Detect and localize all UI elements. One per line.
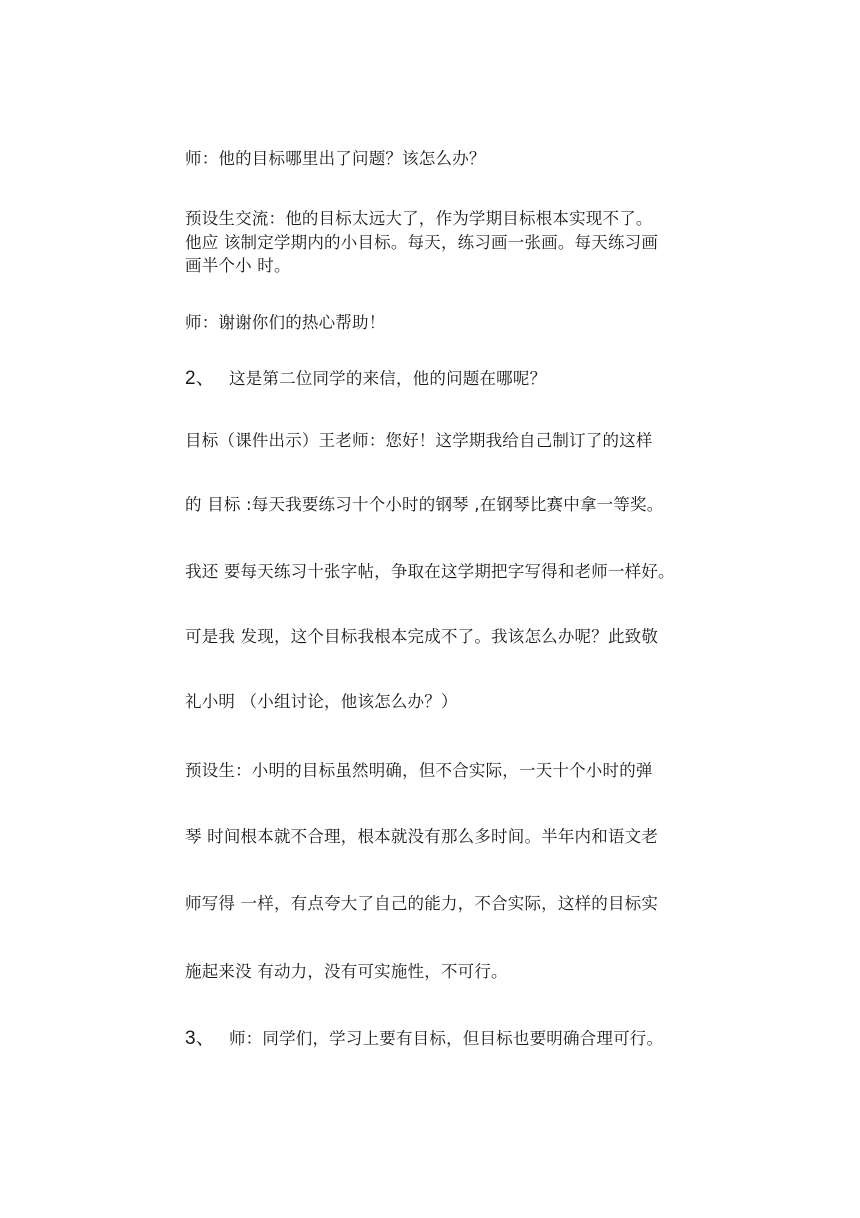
paragraph-text: 的 目标 :每天我要练习十个小时的钢琴 ,在钢琴比赛中拿一等奖。 bbox=[185, 495, 664, 514]
section-2-heading bbox=[185, 368, 715, 390]
paragraph-text: 预设生：小明的目标虽然明确，但不合实际，一天十个小时的弹 bbox=[185, 761, 653, 780]
paragraph-text: 我还 要每天练习十张字帖，争取在这学期把字写得和老师一样好。 bbox=[185, 562, 675, 581]
section-number: 2、 bbox=[185, 368, 215, 389]
letter-line-3 bbox=[185, 561, 715, 583]
paragraph-text: 师：他的目标哪里出了问题？该怎么办？ bbox=[185, 149, 486, 168]
letter-line-4 bbox=[185, 626, 715, 648]
paragraph-preset-answer-line-2 bbox=[185, 232, 715, 254]
paragraph-text: 画半个小 时。 bbox=[185, 256, 291, 275]
paragraph-text: 可是我 发现，这个目标我根本完成不了。我该怎么办呢？此致敬 bbox=[185, 627, 659, 646]
paragraph-text: 礼小明 （小组讨论，他该怎么办？） bbox=[185, 692, 458, 711]
paragraph-teacher-thanks bbox=[185, 312, 715, 334]
letter-line-2 bbox=[185, 494, 715, 516]
paragraph-text: 预设生交流：他的目标太远大了，作为学期目标根本实现不了。 bbox=[185, 209, 653, 228]
paragraph-text: 这是第二位同学的来信，他的问题在哪呢？ bbox=[228, 369, 547, 388]
preset-student-line-3 bbox=[185, 893, 715, 915]
paragraph-text: 师：同学们，学习上要有目标，但目标也要明确合理可行。 bbox=[228, 1029, 664, 1048]
letter-line-1 bbox=[185, 430, 715, 452]
section-3-heading bbox=[185, 1028, 715, 1050]
paragraph-preset-answer-line-1 bbox=[185, 208, 715, 230]
paragraph-teacher-question bbox=[185, 148, 715, 170]
paragraph-preset-answer-line-3 bbox=[185, 255, 715, 277]
paragraph-text: 师：谢谢你们的热心帮助！ bbox=[185, 313, 386, 332]
paragraph-text: 他应 该制定学期内的小目标。每天，练习画一张画。每天练习画 bbox=[185, 233, 659, 252]
letter-line-5 bbox=[185, 691, 715, 713]
section-number: 3、 bbox=[185, 1028, 215, 1049]
paragraph-text: 师写得 一样，有点夸大了自己的能力，不合实际，这样的目标实 bbox=[185, 894, 659, 913]
paragraph-text: 施起来没 有动力，没有可实施性，不可行。 bbox=[185, 962, 508, 981]
preset-student-line-4 bbox=[185, 961, 715, 983]
paragraph-text: 目标（课件出示）王老师：您好！这学期我给自己制订了的这样 bbox=[185, 431, 653, 450]
paragraph-text: 琴 时间根本就不合理，根本就没有那么多时间。半年内和语文老 bbox=[185, 827, 659, 846]
preset-student-line-2 bbox=[185, 826, 715, 848]
preset-student-line-1 bbox=[185, 760, 715, 782]
